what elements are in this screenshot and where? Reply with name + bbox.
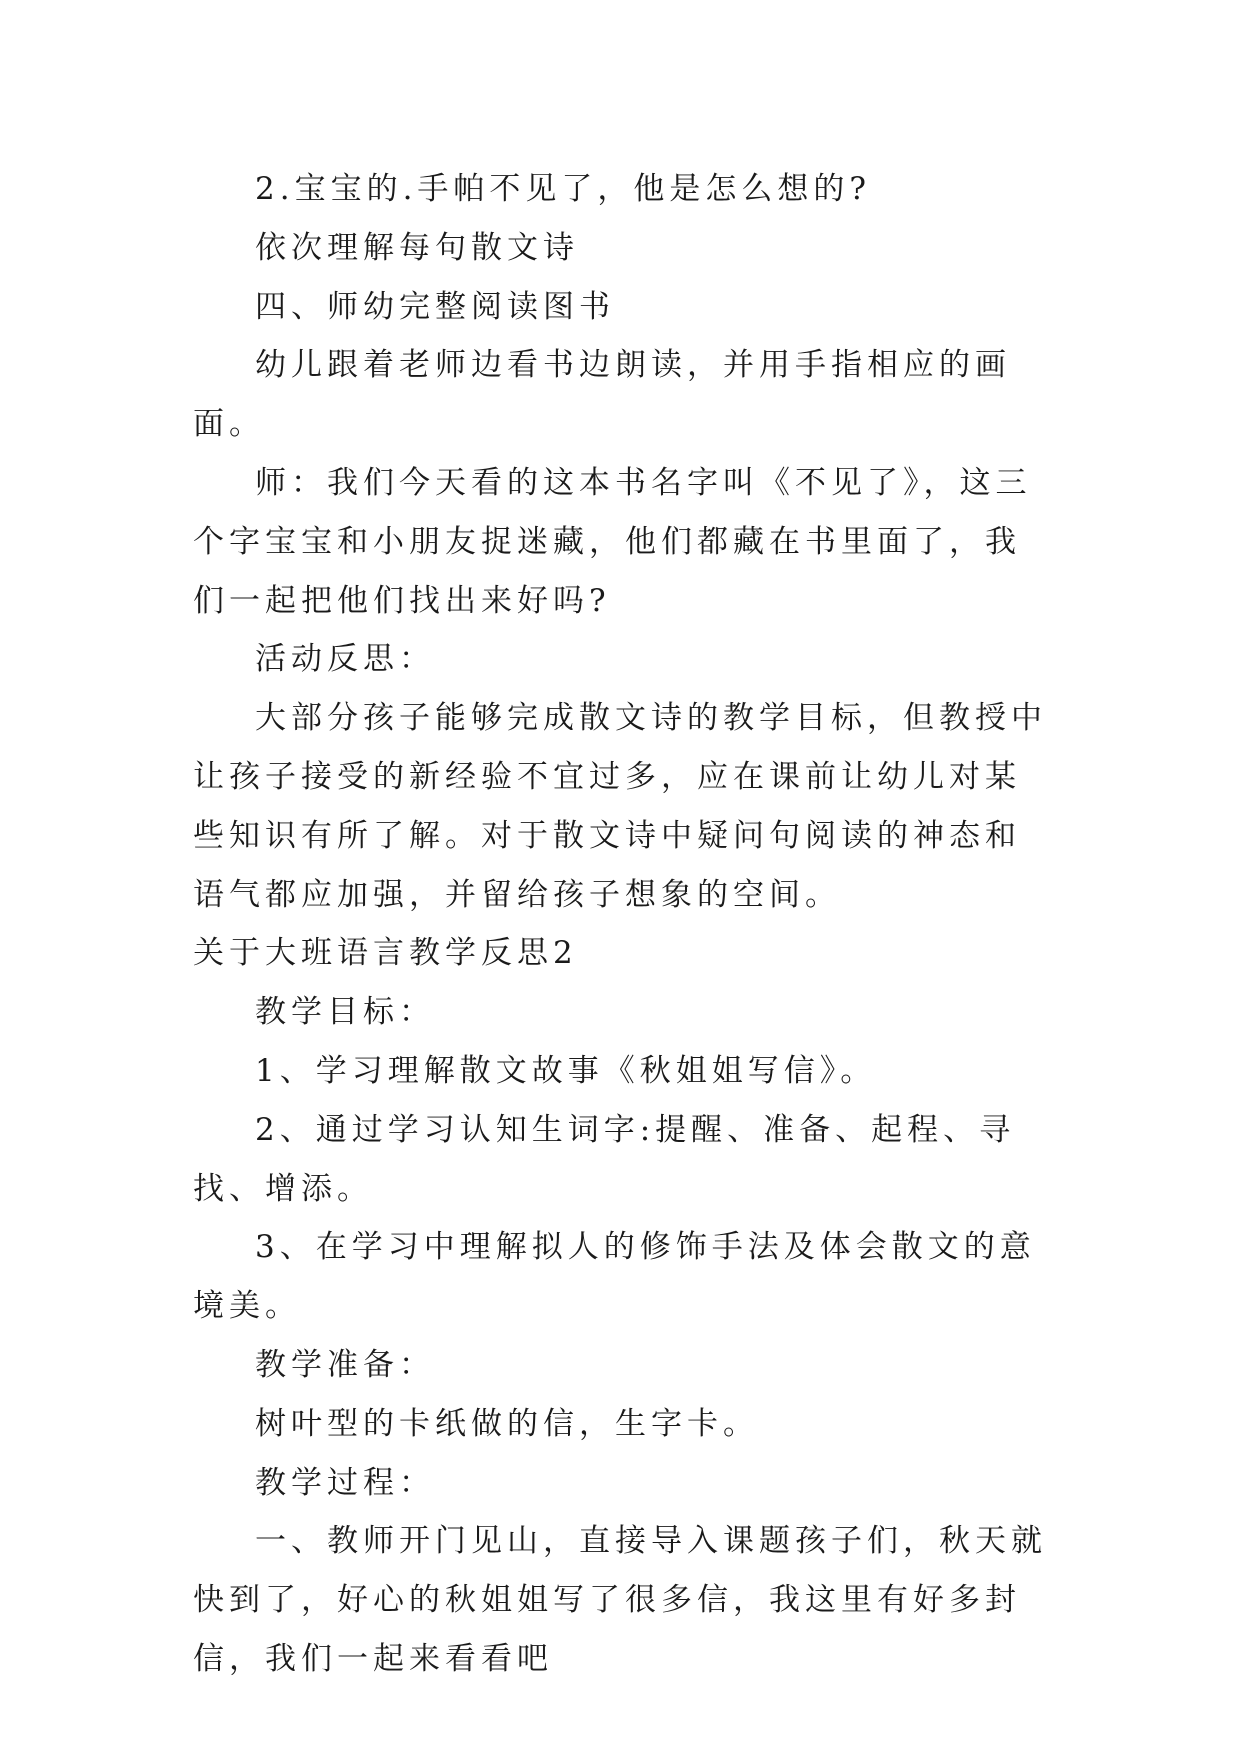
paragraph-step-4: 四、师幼完整阅读图书 bbox=[255, 288, 615, 325]
paragraph-question-2: 2.宝宝的.手帕不见了，他是怎么想的? bbox=[255, 171, 872, 207]
paragraph-process-label: 教学过程： bbox=[255, 1464, 435, 1501]
paragraph-understand-poem: 依次理解每句散文诗 bbox=[255, 229, 579, 266]
paragraph-goal-2: 2、通过学习认知生词字:提醒、准备、起程、寻找、增添。 bbox=[193, 1111, 1016, 1207]
paragraph-process-step-1: 一、教师开门见山，直接导入课题孩子们，秋天就快到了，好心的秋姐姐写了很多信，我这里有好多封信，我们一起来看看吧 bbox=[193, 1523, 1047, 1677]
paragraph-teacher-says: 师：我们今天看的这本书名字叫《不见了》，这三个字宝宝和小朋友捉迷藏，他们都藏在书里面了，我们一起把他们找出来好吗? bbox=[193, 464, 1032, 619]
paragraph-goal-1: 1、学习理解散文故事《秋姐姐写信》。 bbox=[255, 1052, 877, 1089]
paragraph-goals-label: 教学目标： bbox=[255, 994, 435, 1031]
paragraph-reflection-text: 大部分孩子能够完成散文诗的教学目标，但教授中让孩子接受的新经验不宜过多，应在课前让幼儿对某些知识有所了解。对于散文诗中疑问句阅读的神态和语气都应加强，并留给孩子想象的空间。 bbox=[193, 700, 1047, 913]
section-heading: 关于大班语言教学反思2 bbox=[193, 935, 578, 972]
paragraph-goal-3: 3、在学习中理解拟人的修饰手法及体会散文的意境美。 bbox=[193, 1229, 1036, 1325]
paragraph-read-along: 幼儿跟着老师边看书边朗读，并用手指相应的画面。 bbox=[193, 347, 1011, 443]
paragraph-reflection-label: 活动反思： bbox=[255, 641, 435, 678]
document-body bbox=[193, 160, 1053, 1689]
paragraph-prep-label: 教学准备： bbox=[255, 1346, 435, 1383]
paragraph-prep-text: 树叶型的卡纸做的信，生字卡。 bbox=[255, 1405, 759, 1442]
